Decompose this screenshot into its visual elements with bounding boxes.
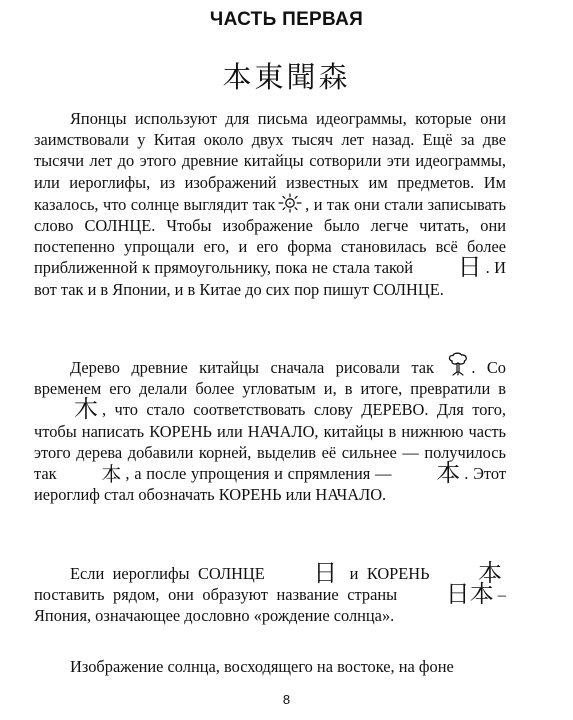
kanji-heading: 本東聞森 xyxy=(222,60,351,94)
p2-text-a: Дерево древние китайцы сначала рисовали так xyxy=(70,358,434,377)
kanji-sun: 日 xyxy=(457,253,482,282)
p3-text-d: – Япония, означающее дословно «рождение солнца». xyxy=(34,585,506,626)
kanji-tree: 木 xyxy=(74,395,98,424)
tree-icon xyxy=(447,352,469,376)
p1-text-b: , и так они стали записывать слово СОЛНЦЕ. Чтобы изображение было легче читать, они постепенно упрощали его, и его форма становилась всё более приближенной к прямоугольнику, пока не стала такой xyxy=(34,194,506,278)
paragraph-2 xyxy=(34,352,506,505)
kanji-root-2: 本 xyxy=(478,559,502,587)
paragraph-4 xyxy=(34,656,506,677)
p2-text-e: . Этот иероглиф стал обозначать КОРЕНЬ или НАЧАЛО. xyxy=(34,464,506,505)
kanji-root-drawn: 本 xyxy=(101,462,122,487)
sun-icon xyxy=(277,193,303,213)
page-number: 8 xyxy=(282,692,291,707)
p4-text-a: Изображение солнца, восходящего на востоке, на фоне xyxy=(70,657,454,676)
p2-text-c: , что стало соответствовать слову ДЕРЕВО. Для того, чтобы написать КОРЕНЬ или НАЧАЛО, китайцы в нижнюю часть этого дерева добавили корней, выделив её сильнее — получилось так xyxy=(34,400,506,484)
p2-text-b: . Со временем его делали более угловатым и, в итоге, превратили в xyxy=(34,358,506,399)
p3-text-b: и КОРЕНЬ xyxy=(349,564,430,583)
p3-text-a: Если иероглифы СОЛНЦЕ xyxy=(70,564,265,583)
p1-text-a: Японцы используют для письма идеограммы, которые они заимствовали у Китая около двух тысяч лет назад. Ещё за две тысячи лет до этого древние китайцы сотворили эти идеограммы, или иероглифы, из изображений известных им предметов. Им казалось, что солнце выглядит так xyxy=(34,109,506,214)
paragraph-1 xyxy=(34,108,506,300)
kanji-sun-2: 日 xyxy=(313,559,338,587)
kanji-root: 本 xyxy=(436,459,461,488)
p2-text-d: , а после упрощения и спрямления — xyxy=(125,464,392,484)
chapter-title: ЧАСТЬ ПЕРВАЯ xyxy=(209,9,364,30)
p3-text-c: поставить рядом, они образуют название страны xyxy=(34,585,398,605)
paragraph-3 xyxy=(34,559,506,627)
kanji-japan: 日本 xyxy=(445,580,494,609)
p1-text-c: . И вот так и в Японии, и в Китае до сих пор пишут СОЛНЦЕ. xyxy=(34,258,506,299)
